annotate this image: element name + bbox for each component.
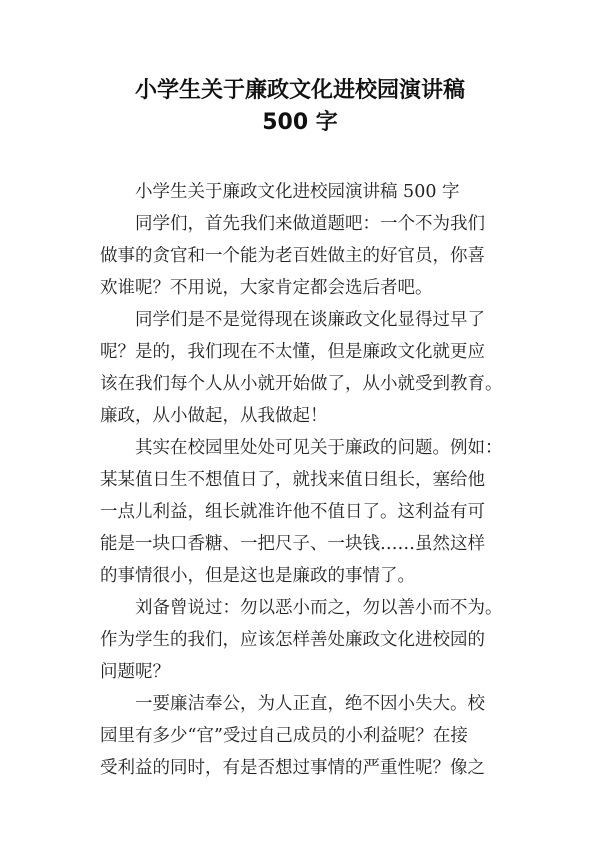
paragraph-line: 同学们是不是觉得现在谈廉政文化显得过早了 (135, 310, 485, 330)
paragraph-3 (100, 304, 520, 432)
paragraph-line: 同学们，首先我们来做道题吧：一个不为我们 (135, 214, 485, 234)
document-title-line-1: 小学生关于廉政文化进校园演讲稿 (134, 78, 465, 103)
paragraph-line: 能是一块口香糖、一把尺子、一块钱……虽然这样 (100, 534, 485, 554)
paragraph-line: 某某值日生不想值日了，就找来值日组长，塞给他 (100, 470, 485, 490)
paragraph-line: 廉政，从小做起，从我做起！ (100, 406, 328, 426)
paragraph-line: 欢谁呢？不用说，大家肯定都会选后者吧。 (100, 278, 433, 298)
paragraph-line: 小学生关于廉政文化进校园演讲稿 500 字 (135, 182, 460, 202)
paragraph-4 (100, 432, 520, 592)
paragraph-line: 问题呢？ (100, 662, 170, 682)
paragraph-line: 做事的贪官和一个能为老百姓做主的好官员，你喜 (100, 246, 485, 266)
paragraph-6 (100, 688, 520, 784)
paragraph-line: 一要廉洁奉公，为人正直，绝不因小失大。校 (135, 694, 485, 714)
document-title-line-2: 500 字 (262, 110, 338, 135)
paragraph-line: 受利益的同时，有是否想过事情的严重性呢？像之 (100, 758, 485, 778)
paragraph-line: 该在我们每个人从小就开始做了，从小就受到教育。 (100, 374, 503, 394)
paragraph-line: 的事情很小，但是这也是廉政的事情了。 (100, 566, 415, 586)
paragraph-line: 其实在校园里处处可见关于廉政的问题。例如： (135, 438, 503, 458)
paragraph-line: 呢？是的，我们现在不太懂，但是廉政文化就更应 (100, 342, 485, 362)
paragraph-2 (100, 208, 520, 304)
paragraph-1 (100, 176, 520, 208)
paragraph-line: 刘备曾说过：勿以恶小而之，勿以善小而不为。 (135, 598, 503, 618)
paragraph-line: 作为学生的我们，应该怎样善处廉政文化进校园的 (100, 630, 485, 650)
paragraph-line: 一点儿利益，组长就准许他不值日了。这利益有可 (100, 502, 485, 522)
paragraph-5 (100, 592, 520, 688)
document-body (100, 176, 520, 784)
paragraph-line: 园里有多少“官”受过自己成员的小利益呢？在接 (100, 726, 468, 746)
